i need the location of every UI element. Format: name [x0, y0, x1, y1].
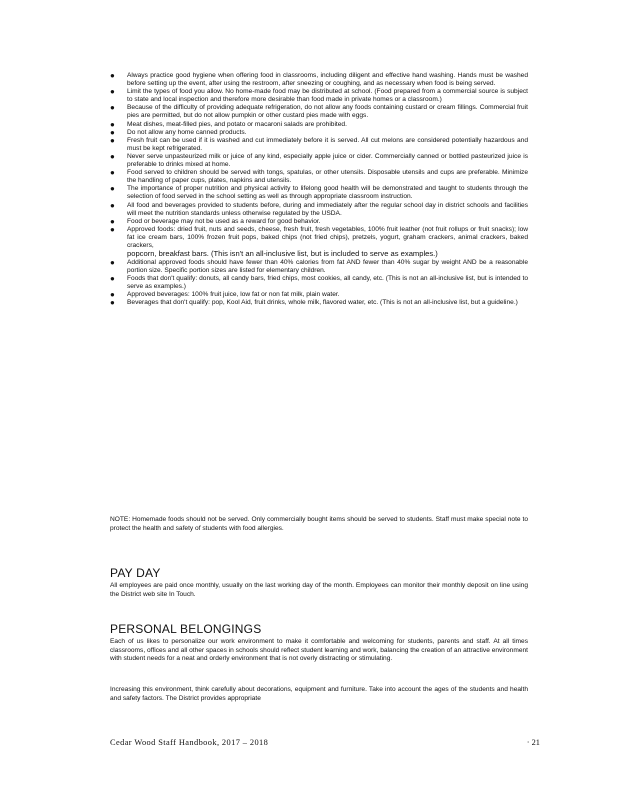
list-item-continuation — [110, 250, 528, 259]
page-number: · 21 — [526, 738, 540, 747]
bullet-icon: ● — [110, 119, 115, 129]
bullet-icon: ● — [110, 184, 115, 194]
bullet-icon: ● — [110, 200, 115, 210]
personal-belongings-paragraph: Each of us likes to personalize our work environment to make it comfortable and welcoming for students, parents and staff. At all times classrooms, offices and all other spaces in schools should reflect student learning and work, balancing the creation of an attractive environment with student needs for a neat and orderly environment that is not overly distracting or stimulating. — [110, 638, 528, 663]
bullet-icon: ● — [110, 216, 115, 226]
list-item — [110, 72, 528, 88]
list-item-text: Never serve unpasteurized milk or juice of any kind, especially apple juice or cider. Commercially canned or bottled pasteurized juice is preferable to drinks mixed at home. — [127, 152, 528, 169]
page-footer — [110, 738, 540, 748]
list-item-text: Limit the types of food you allow. No home-made food may be distributed at school. (Food prepared from a commercial source is subject to state and local inspection and therefore more desirable than food made in private homes or a classroom.) — [127, 88, 528, 104]
emphasized-text: popcorn, breakfast bars. (This isn't an all-inclusive list, but is included to serve as examples.) — [127, 249, 438, 259]
list-item — [110, 153, 528, 169]
bullet-icon: ● — [110, 290, 115, 300]
bullet-icon: ● — [110, 151, 115, 161]
bullet-icon: ● — [110, 168, 115, 178]
list-item-text: The importance of proper nutrition and physical activity to lifelong good health will be demonstrated and taught to students through the selection of food served in the school setting as well as through appropriate classroom instruction. — [127, 185, 528, 201]
bullet-icon: ● — [110, 71, 115, 80]
bullet-icon: ● — [110, 135, 115, 145]
list-item — [110, 129, 528, 137]
list-item-text: Beverages that don't qualify: pop, Kool Aid, fruit drinks, whole milk, flavored water, etc. (This is not an all-inclusive list, but a guideline.) — [127, 299, 518, 307]
list-item-text: All food and beverages provided to students before, during and immediately after the regular school day in district schools and facilities will meet the nutrition standards unless otherwise regulated by the USDA. — [127, 201, 528, 217]
list-item — [110, 291, 528, 299]
footer-title: Cedar Wood Staff Handbook, 2017 – 2018 — [110, 738, 269, 747]
personal-belongings-heading: PERSONAL BELONGINGS — [110, 622, 262, 636]
list-item-text: Food or beverage may not be used as a reward for good behavior. — [127, 217, 321, 225]
list-item — [110, 275, 528, 291]
list-item — [110, 202, 528, 218]
list-item-text: Approved foods: dried fruit, nuts and seeds, cheese, fresh fruit, fresh vegetables, 100% fruit leather (not fruit rollups or fruit snacks); low fat ice cream bars, 100% frozen fruit pops, baked chips (not fried chips), pretzels, yogurt, graham crackers, animal crackers, baked crackers, — [127, 225, 528, 249]
list-item — [110, 121, 528, 129]
list-item-text: Foods that don't qualify: donuts, all candy bars, fried chips, most cookies, all candy, etc. (This is not an all-inclusive list, but is intended to serve as examples.) — [127, 274, 528, 290]
list-item-text: Because of the difficulty of providing adequate refrigeration, do not allow any foods containing custard or cream fillings. Commercial fruit pies are permitted, but do not allow pumpkin or other custard pies made with eggs. — [127, 104, 528, 120]
list-item-text: Fresh fruit can be used if it is washed and cut immediately before it is served. All cut melons are considered potentially hazardous and must be kept refrigerated. — [127, 136, 528, 152]
bullet-icon: ● — [110, 257, 115, 267]
list-item — [110, 104, 528, 120]
list-item-text: Meat dishes, meat-filled pies, and potato or macaroni salads are prohibited. — [127, 120, 347, 128]
list-item — [110, 137, 528, 153]
food-guidelines-list — [110, 72, 528, 307]
list-item-text: Do not allow any home canned products. — [127, 128, 247, 136]
list-item — [110, 185, 528, 201]
bullet-icon: ● — [110, 103, 115, 113]
list-item — [110, 259, 528, 275]
personal-belongings-paragraph: Increasing this environment, think carefully about decorations, equipment and furniture. Take into account the ages of the students and health and safety factors. The District provides appropriate — [110, 686, 528, 702]
list-item-text: Always practice good hygiene when offering food in classrooms, including diligent and effective hand washing. Hands must be washed before setting up the event, after using the restroom, after sneezing or coughing, and as necessary when food is being served. — [127, 72, 528, 88]
list-item — [110, 226, 528, 250]
list-item — [110, 88, 528, 104]
list-item-text: Food served to children should be served with tongs, spatulas, or other utensils. Disposable utensils and cups are preferable. Minimize the handling of paper cups, plates, napkins and utensils. — [127, 169, 528, 185]
bullet-icon: ● — [110, 224, 115, 234]
bullet-icon: ● — [110, 298, 115, 308]
list-item-text: Approved beverages: 100% fruit juice, low fat or non fat milk, plain water. — [127, 291, 340, 299]
pay-day-text: All employees are paid once monthly, usually on the last working day of the month. Employees can monitor their monthly deposit on line using the District web site In Touch. — [110, 582, 528, 598]
list-item — [110, 169, 528, 185]
list-item — [110, 218, 528, 226]
bullet-icon: ● — [110, 127, 115, 137]
bullet-icon: ● — [110, 273, 115, 283]
list-item — [110, 299, 528, 307]
homemade-food-note: NOTE: Homemade foods should not be served. Only commercially bought items should be served to students. Staff must make special note to protect the health and safety of students with food allergies. — [110, 516, 528, 532]
list-item-text: Additional approved foods should have fewer than 40% calories from fat AND fewer than 40% sugar by weight AND be a reasonable portion size. Specific portion sizes are listed for elementary children. — [127, 258, 528, 274]
bullet-icon: ● — [110, 87, 115, 97]
pay-day-heading: PAY DAY — [110, 566, 161, 580]
